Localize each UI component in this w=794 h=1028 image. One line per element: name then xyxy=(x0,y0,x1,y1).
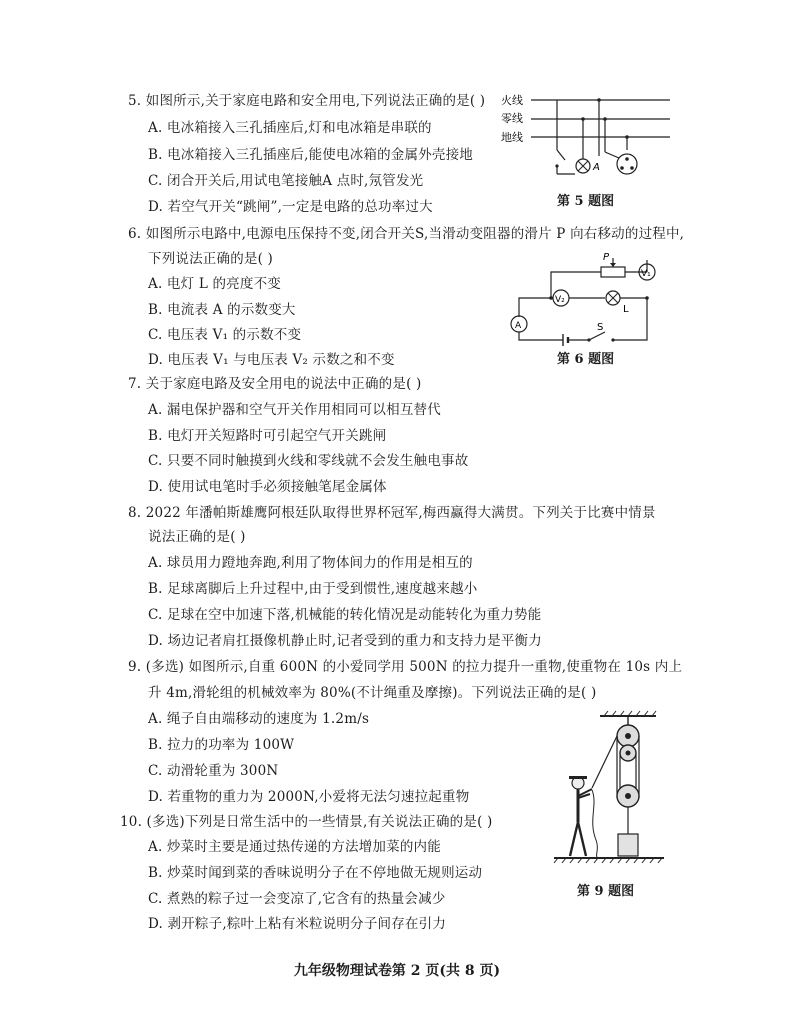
fig6-caption: 第 6 题图 xyxy=(557,352,615,367)
q10-stem: 10. (多选)下列是日常生活中的一些情景,有关说法正确的是( ) xyxy=(120,814,493,830)
q9-option-b: B. 拉力的功率为 100W xyxy=(148,737,295,753)
q6-option-b: B. 电流表 A 的示数变大 xyxy=(148,302,296,318)
q7-option-a: A. 漏电保护器和空气开关作用相同可以相互替代 xyxy=(148,402,441,418)
q10-option-a: A. 炒菜时主要是通过热传递的方法增加菜的内能 xyxy=(148,839,441,855)
q8-option-a: A. 球员用力蹬地奔跑,利用了物体间力的作用是相互的 xyxy=(148,555,473,571)
fig9-pulley-system xyxy=(548,710,668,875)
fig9-caption: 第 9 题图 xyxy=(577,884,635,899)
q9-stem-line1: 9. (多选) 如图所示,自重 600N 的小爱同学用 500N 的拉力提升一重物,使重物在 10s 内上 xyxy=(128,659,683,675)
q6-stem-line1: 6. 如图所示电路中,电源电压保持不变,闭合开关S,当滑动变阻器的滑片 P 向右移动的过程中, xyxy=(128,226,685,242)
q5-option-a: A. 电冰箱接入三孔插座后,灯和电冰箱是串联的 xyxy=(148,120,432,136)
q9-option-a: A. 绳子自由端移动的速度为 1.2m/s xyxy=(148,711,370,727)
q5-stem: 5. 如图所示,关于家庭电路和安全用电,下列说法正确的是( ) xyxy=(128,93,486,109)
q8-option-b: B. 足球离脚后上升过程中,由于受到惯性,速度越来越小 xyxy=(148,581,478,597)
q8-stem-line2: 说法正确的是( ) xyxy=(148,529,246,545)
fig5-label-ground: 地线 xyxy=(501,131,523,144)
fig6-lamp-label: L xyxy=(623,304,629,315)
fig5-label-live: 火线 xyxy=(501,94,523,107)
q6-option-a: A. 电灯 L 的亮度不变 xyxy=(148,276,281,292)
fig5-household-circuit xyxy=(495,88,675,188)
q7-option-d: D. 使用试电笔时手必须接触笔尾金属体 xyxy=(148,479,387,495)
fig6-slider-label: P xyxy=(603,252,610,263)
fig5-point-a: A xyxy=(593,162,600,173)
q5-option-b: B. 电冰箱接入三孔插座后,能使电冰箱的金属外壳接地 xyxy=(148,147,473,163)
q9-stem-line2: 升 4m,滑轮组的机械效率为 80%(不计绳重及摩擦)。下列说法正确的是( ) xyxy=(148,685,597,701)
q9-option-c: C. 动滑轮重为 300N xyxy=(148,763,279,779)
fig6-v2-label: V₂ xyxy=(555,295,565,305)
q10-option-b: B. 炒菜时闻到菜的香味说明分子在不停地做无规则运动 xyxy=(148,865,483,881)
q7-option-b: B. 电灯开关短路时可引起空气开关跳闸 xyxy=(148,428,387,444)
q8-stem-line1: 8. 2022 年潘帕斯雄鹰阿根廷队取得世界杯冠军,梅西赢得大满贯。下列关于比赛中情景 xyxy=(128,505,656,521)
q9-option-d: D. 若重物的重力为 2000N,小爱将无法匀速拉起重物 xyxy=(148,789,470,805)
fig6-switch-label: S xyxy=(597,322,604,333)
fig5-label-neutral: 零线 xyxy=(501,112,523,125)
fig6-v1-label: V₁ xyxy=(641,269,651,279)
q6-option-c: C. 电压表 V₁ 的示数不变 xyxy=(148,327,302,343)
q5-option-c: C. 闭合开关后,用试电笔接触A 点时,氖管发光 xyxy=(148,173,424,189)
q7-option-c: C. 只要不同时触摸到火线和零线就不会发生触电事故 xyxy=(148,453,469,469)
q8-option-d: D. 场边记者肩扛摄像机静止时,记者受到的重力和支持力是平衡力 xyxy=(148,633,542,649)
fig6-ammeter-label: A xyxy=(515,321,522,331)
fig5-caption: 第 5 题图 xyxy=(557,194,615,209)
q8-option-c: C. 足球在空中加速下落,机械能的转化情况是动能转化为重力势能 xyxy=(148,607,542,623)
page-footer: 九年级物理试卷第 2 页(共 8 页) xyxy=(293,963,501,979)
q5-option-d: D. 若空气开关“跳闸”,一定是电路的总功率过大 xyxy=(148,199,433,215)
q7-stem: 7. 关于家庭电路及安全用电的说法中正确的是( ) xyxy=(128,376,422,392)
q10-option-d: D. 剥开粽子,粽叶上粘有米粒说明分子间存在引力 xyxy=(148,916,447,932)
q6-stem-line2: 下列说法正确的是( ) xyxy=(148,251,274,267)
q6-option-d: D. 电压表 V₁ 与电压表 V₂ 示数之和不变 xyxy=(148,352,395,368)
fig6-series-circuit xyxy=(505,250,665,346)
q10-option-c: C. 煮熟的粽子过一会变凉了,它含有的热量会减少 xyxy=(148,891,446,907)
